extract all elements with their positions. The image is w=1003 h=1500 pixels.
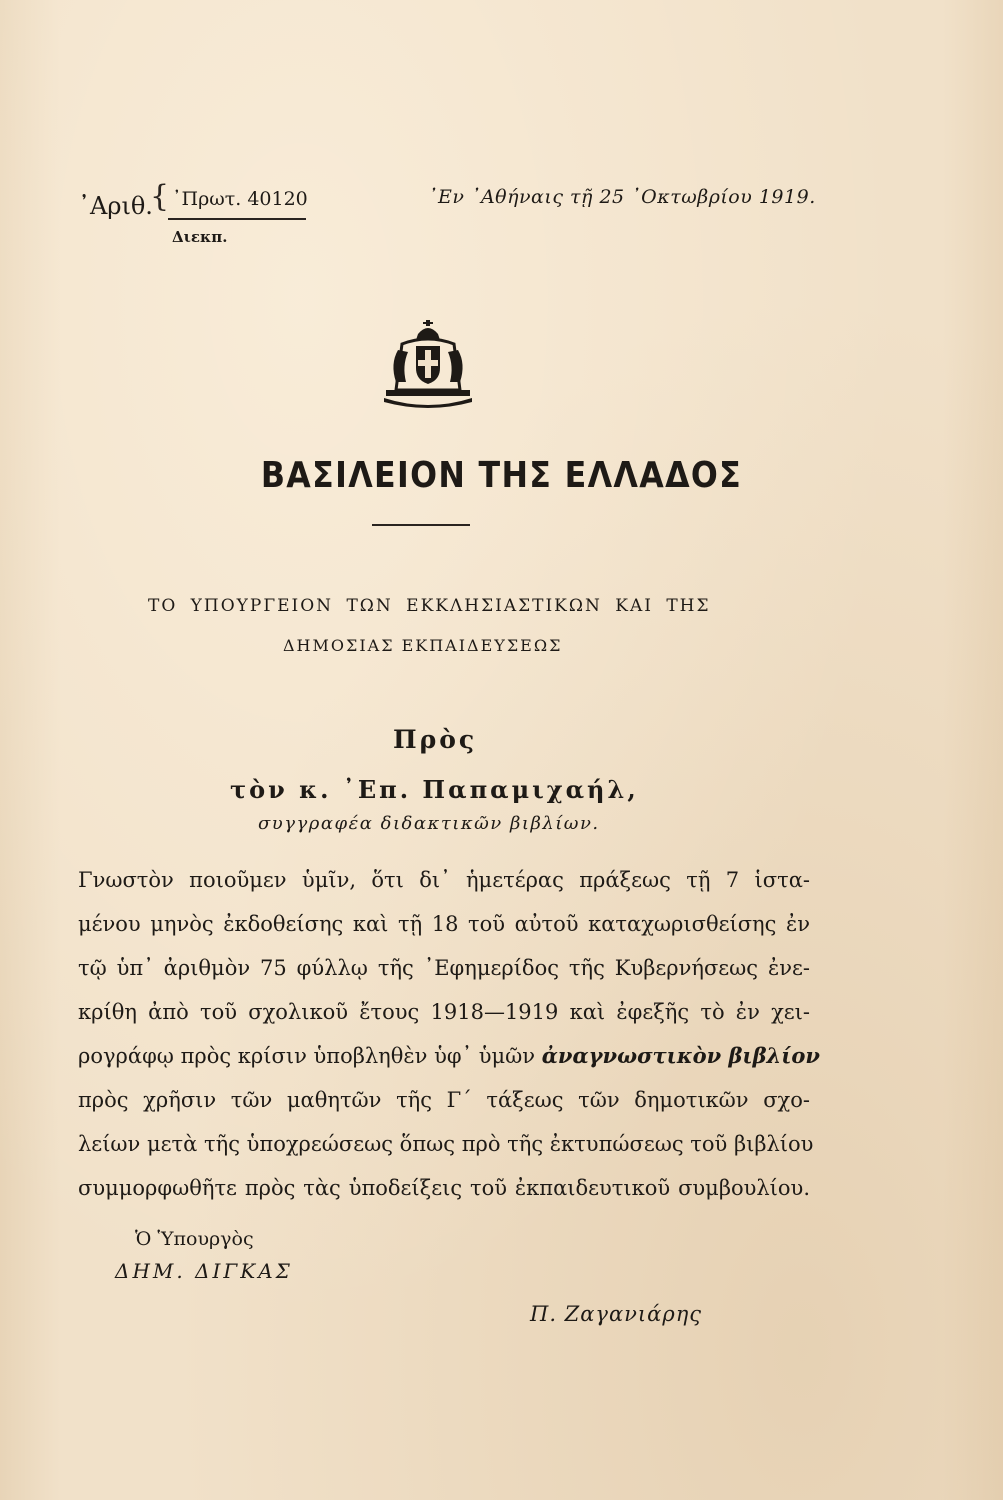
body-line: πρὸς χρῆσιν τῶν μαθητῶν τῆς Γ΄ τάξεως τῶν δημοτικῶν σχο-: [78, 1088, 810, 1112]
ministry-line-2: ΔΗΜΟΣΙΑΣ ΕΚΠΑΙΔΕΥΣΕΩΣ: [283, 636, 563, 655]
division-label: Διεκπ.: [172, 228, 228, 246]
ministry-line-1: ΤΟ ΥΠΟΥΡΓΕΙΟΝ ΤΩΝ ΕΚΚΛΗΣΙΑΣΤΙΚΩΝ ΚΑΙ ΤΗΣ: [148, 596, 711, 616]
royal-coat-of-arms-icon: [382, 320, 474, 410]
body-line: συμμορφωθῆτε πρὸς τὰς ὑποδείξεις τοῦ ἐκπαιδευτικοῦ συμβουλίου.: [78, 1176, 810, 1200]
protocol-divider: [168, 218, 306, 220]
body-line: ρογράφῳ πρὸς κρίσιν ὑποβληθὲν ὑφ᾿ ὑμῶν: [78, 1044, 536, 1068]
secretary-signature: Π. Ζαγανιάρης: [530, 1302, 703, 1326]
body-line: Γνωστὸν ποιοῦμεν ὑμῖν, ὅτι δι᾿ ἡμετέρας πράξεως τῇ 7 ἱστα-: [78, 868, 810, 892]
recipient-profession: συγγραφέα διδακτικῶν βιβλίων.: [258, 813, 600, 834]
body-line: κρίθη ἀπὸ τοῦ σχολικοῦ ἔτους 1918—1919 καὶ ἐφεξῆς τὸ ἐν χει-: [78, 1000, 810, 1024]
body-line: μένου μηνὸς ἐκδοθείσης καὶ τῇ 18 τοῦ αὐτοῦ καταχωρισθείσης ἐν: [78, 912, 810, 936]
minister-title: Ὁ Ὑπουργὸς: [135, 1228, 254, 1250]
recipient-name: τὸν κ. ᾿Επ. Παπαμιχαήλ,: [230, 775, 639, 804]
body-line: τῷ ὑπ᾿ ἀριθμὸν 75 φύλλῳ τῆς ᾿Εφημερίδος τῆς Κυβερνήσεως ἐνε-: [78, 956, 810, 980]
date-line: ᾿Εν ᾿Αθήναις τῇ 25 ᾿Οκτωβρίου 1919.: [428, 186, 816, 208]
letter-body: [78, 858, 820, 1210]
addressee-heading: Πρὸς: [393, 725, 478, 754]
body-line: λείων μετὰ τῆς ὑποχρεώσεως ὅπως πρὸ τῆς ἐκτυπώσεως τοῦ βιβλίου: [78, 1132, 814, 1156]
brace-glyph: {: [150, 179, 170, 214]
protocol-number: ᾿Πρωτ. 40120: [172, 188, 308, 210]
kingdom-title: ΒΑΣΙΛΕΙΟΝ ΤΗΣ ΕΛΛΑΔΟΣ: [260, 455, 743, 496]
reference-label: ᾿Αριθ.: [78, 192, 153, 220]
title-divider: [372, 524, 470, 526]
book-title: ἀναγνωστικὸν βιβλίον: [541, 1043, 820, 1068]
minister-name: ΔΗΜ. ΔΙΓΚΑΣ: [115, 1259, 293, 1283]
body-line-with-title: [78, 1034, 820, 1078]
